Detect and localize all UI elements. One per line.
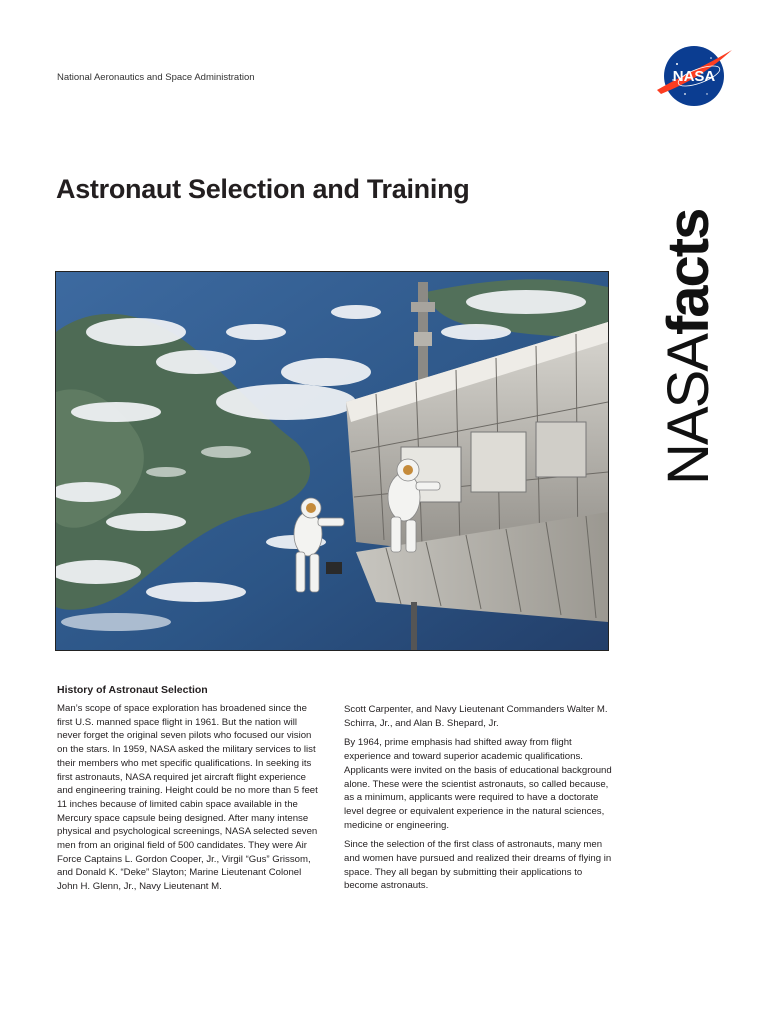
nasa-logo	[655, 44, 733, 108]
text-column-right	[344, 703, 612, 899]
paragraph: Man’s scope of space exploration has broadened since the first U.S. manned space flight in 1961. But the nation will never forget the original seven pilots who focused our vision on the stars. In 1959, NASA asked the military services to list their members who met specific qualifications. In seeking its first astronauts, NASA required jet aircraft flight experience and engineering training. Height could be no more than 5 feet 11 inches because of limited cabin space available in the Mercury space capsule being designed. After many intense physical and psychological screenings, NASA selected seven men from an original field of 500 candidates. They were Air Force Captains L. Gordon Cooper, Jr., Virgil “Gus” Grissom, and Donald K. “Deke” Slayton; Marine Lieutenant Colonel John H. Glenn, Jr., Navy Lieutenant M.	[57, 703, 318, 893]
paragraph: Scott Carpenter, and Navy Lieutenant Commanders Walter M. Schirra, Jr., and Alan B. Shepard, Jr.	[344, 704, 608, 729]
text-column-left	[57, 702, 321, 900]
paragraph: By 1964, prime emphasis had shifted away from flight experience and toward superior academic qualifications. Applicants were invited on the basis of educational background alone. These were the scientist astronauts, so called because, as a minimum, applicants were required to have a doctorate level degree or equivalent experience in the natural sciences, medicine or engineering.	[344, 737, 612, 831]
page-title: Astronaut Selection and Training	[56, 174, 470, 204]
nasa-facts-brand	[656, 209, 721, 485]
section-heading: History of Astronaut Selection	[57, 684, 208, 696]
spacewalk-photo	[55, 271, 609, 651]
brand-part-nasa: NASA	[656, 335, 721, 485]
paragraph: Since the selection of the first class of astronauts, many men and women have pursued and realized their dreams of flying in space. They all began by submitting their applications to become astronauts.	[344, 839, 612, 892]
nasa-logo-wordmark: NASA	[672, 68, 716, 85]
brand-part-facts: facts	[656, 209, 721, 336]
agency-name: National Aeronautics and Space Administration	[57, 72, 255, 83]
